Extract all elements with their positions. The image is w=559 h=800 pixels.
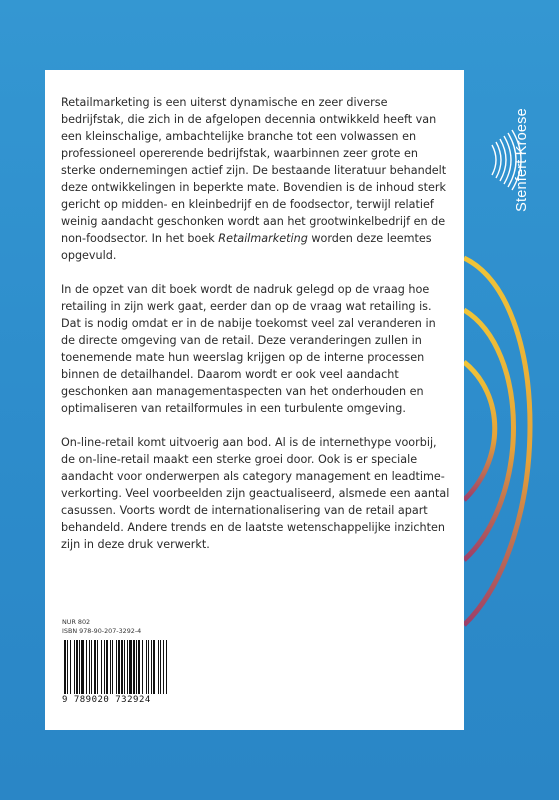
publisher-logo	[502, 8, 542, 212]
paragraph-1-part-b: worden deze leemtes opgevuld.	[61, 232, 432, 262]
paragraph-3: On-line-retail komt uitvoerig aan bod. Al is de internethype voorbij, de on-line-retail maakt een sterke groei door. Ook is er speciale aandacht voor onderwerpen als category management en leadtime-verkorting. Veel voorbeelden zijn geactualiseerd, alsmede een aantal casussen. Voorts wordt de internationalisering van de retail apart behandeld. Andere trends en de laatste wetenschappelijke inzichten zijn in deze druk verwerkt.	[61, 436, 450, 551]
arc-middle	[464, 310, 514, 560]
paragraph-1	[61, 94, 453, 264]
body-text	[61, 94, 453, 570]
text-panel	[45, 70, 464, 730]
paragraph-2: In de opzet van dit boek wordt de nadruk gelegd op de vraag hoe retailing in zijn werk gaat, eerder dan op de vraag wat retailing is. Dat is nodig omdat er in de nabije toekomst veel zal veranderen in de directe omgeving van de retail. Deze veranderingen zullen in toenemende mate hun weerslag krijgen op de interne processen binnen de detailhandel. Daarom wordt er ook veel aandacht geschonken aan managementaspecten van het onderhouden en optimaliseren van retailformules in een turbulente omgeving.	[61, 283, 436, 415]
arc-outer	[464, 258, 530, 625]
nur-code: NUR 802	[62, 618, 91, 626]
publisher-name: Stenfert Kroese	[514, 108, 530, 212]
barcode-digits: 9 789020 732924	[62, 695, 151, 705]
barcode-block	[62, 618, 222, 705]
paragraph-1-part-a: Retailmarketing is een uiterst dynamische en zeer diverse bedrijfstak, die zich in de afgelopen decennia ontwikkeld heeft van een kleinschalige, ambachtelijke branche tot een volwassen en professioneel opererende bedrijfstak, waarbinnen zeer grote en sterke ondernemingen actief zijn. De bestaande literatuur behandelt deze ontwikkelingen in beperkte mate. Bovendien is de inhoud sterk gericht op midden- en kleinbedrijf en de foodsector, terwijl relatief weinig aandacht geschonken wordt aan het grootwinkelbedrijf en de non-foodsector. In het boek	[61, 96, 447, 245]
book-title-italic: Retailmarketing	[218, 232, 308, 245]
isbn-number: ISBN 978-90-207-3292-4	[62, 627, 142, 635]
arc-inner	[464, 362, 495, 500]
barcode-image	[62, 640, 210, 694]
